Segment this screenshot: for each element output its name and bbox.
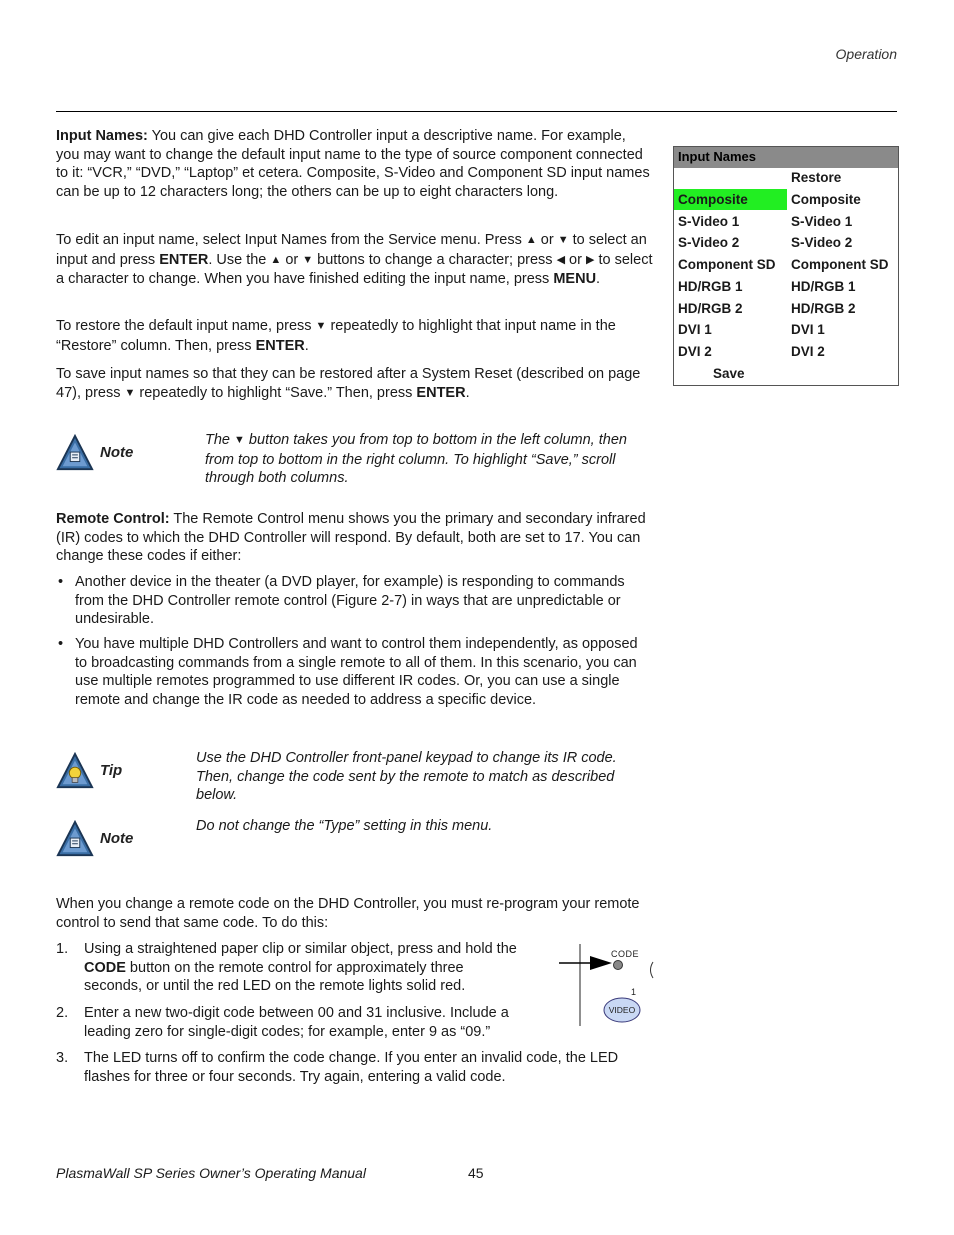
note-text: The ▼ button takes you from top to bottom in the left column, then from top to bottom in the right column. To highlight “Save,” scroll through both columns. <box>205 432 627 487</box>
lightbulb-icon <box>56 752 94 790</box>
menu-item-right[interactable]: Composite <box>791 192 861 207</box>
note-text: Do not change the “Type” setting in this menu. <box>196 818 493 834</box>
enter-key: ENTER <box>255 337 305 354</box>
video-label: VIDEO <box>608 1005 636 1015</box>
remote-control-intro: Remote Control: The Remote Control menu shows you the primary and secondary infrared (IR) codes to which the DHD Controller will respond. By default, both are set to 17. You can change these codes if either: <box>56 511 646 565</box>
menu-save-item[interactable]: Save <box>713 366 745 381</box>
menu-title: Input Names <box>674 147 898 168</box>
menu-item-right[interactable]: DVI 2 <box>791 344 825 359</box>
note-icon <box>56 820 94 858</box>
menu-item-left[interactable]: DVI 2 <box>678 344 712 359</box>
remote-code-illustration <box>556 940 660 1030</box>
menu-item-right[interactable]: S-Video 2 <box>791 235 853 250</box>
running-header: Operation <box>835 46 897 62</box>
down-arrow-icon: ▼ <box>234 434 245 446</box>
menu-item-left[interactable]: Component SD <box>678 257 776 272</box>
menu-item-left[interactable]: S-Video 1 <box>678 214 740 229</box>
code-key: CODE <box>84 959 126 976</box>
restore-instructions: To restore the default input name, press ▼ repeatedly to highlight that input name in the “Restore” column. Then, press ENTER. <box>56 318 616 354</box>
menu-item-right[interactable]: S-Video 1 <box>791 214 853 229</box>
menu-item-right[interactable]: HD/RGB 1 <box>791 279 856 294</box>
note-icon <box>56 434 94 472</box>
restore-column-header: Restore <box>791 170 842 185</box>
down-arrow-icon: ▼ <box>124 386 136 399</box>
down-arrow-icon: ▼ <box>315 320 327 332</box>
up-arrow-icon: ▲ <box>525 234 537 246</box>
menu-item-left[interactable]: Composite <box>674 189 787 210</box>
page-number: 45 <box>468 1165 484 1181</box>
code-label: CODE <box>611 949 640 959</box>
input-names-heading: Input Names: <box>56 128 148 144</box>
right-arrow-icon: ▶ <box>585 253 595 266</box>
menu-item-left[interactable]: S-Video 2 <box>678 235 740 250</box>
list-item: • Another device in the theater (a DVD player, for example) is responding to commands from the DHD Controller remote control (Figure 2-7) in ways that are unpredictable or undesirable. <box>56 573 653 629</box>
input-names-menu <box>673 146 899 386</box>
save-instructions: To save input names so that they can be restored after a System Reset (described on page 47), press ▼ repeatedly to highlight “Save.” Then, press ENTER. <box>56 366 641 401</box>
menu-item-right[interactable]: DVI 1 <box>791 322 825 337</box>
enter-key: ENTER <box>416 384 466 401</box>
pointer-arrow <box>590 956 612 970</box>
menu-item-left[interactable]: DVI 1 <box>678 322 712 337</box>
edit-instructions: To edit an input name, select Input Names from the Service menu. Press ▲ or ▼ to select an input and press ENTER. Use the ▲ or ▼ buttons to change a character; press ◀ or ▶ to select a character to change. When you have finished editing the input name, press MENU. <box>56 232 653 288</box>
list-item: 1. Using a straightened paper clip or similar object, press and hold the CODE button on the remote control for approximately three seconds, or until the red LED on the remote lights solid red. <box>56 941 517 995</box>
menu-item-left[interactable]: HD/RGB 1 <box>678 279 743 294</box>
up-arrow-icon: ▲ <box>270 253 282 266</box>
remote-bullets <box>56 635 653 710</box>
menu-item-right[interactable]: HD/RGB 2 <box>791 301 856 316</box>
menu-item-right[interactable]: Component SD <box>791 257 889 272</box>
note-label: Note <box>100 444 134 461</box>
input-names-intro: Input Names: You can give each DHD Controller input a descriptive name. For example, you may want to change the default input name to the type of source component connected to it: “VCR,” “DVD,” “Laptop” et cetera. Composite, S-Video and Component SD input names can be up to 12 characters long; the others can be up to eight characters long. <box>56 128 650 201</box>
enter-key: ENTER <box>159 251 209 268</box>
footer-title: PlasmaWall SP Series Owner’s Operating Manual <box>56 1165 366 1181</box>
tip-text: Use the DHD Controller front-panel keypad to change its IR code. Then, change the code sent by the remote to match as described below. <box>196 750 617 804</box>
header-rule <box>56 111 897 112</box>
down-arrow-icon: ▼ <box>302 253 314 266</box>
code-button[interactable] <box>614 961 623 970</box>
remote-outline <box>651 962 654 978</box>
digit-label: 1 <box>631 987 637 997</box>
note-label: Note <box>100 830 134 847</box>
reprogram-intro: When you change a remote code on the DHD Controller, you must re-program your remote control to send that same code. To do this: <box>56 896 640 931</box>
list-item: 3. The LED turns off to confirm the code change. If you enter an invalid code, the LED flashes for three or four seconds. Try again, entering a valid code. <box>56 1050 619 1085</box>
list-item: 2. Enter a new two-digit code between 00 and 31 inclusive. Include a leading zero for single-digit codes; for example, enter 9 as “09.” <box>56 1005 509 1040</box>
remote-bullets <box>56 573 653 629</box>
left-arrow-icon: ◀ <box>556 253 566 266</box>
menu-key: MENU <box>553 271 597 288</box>
list-item: • You have multiple DHD Controllers and want to control them independently, as opposed to broadcasting commands from a single remote to all of them. In this scenario, you can use multiple remotes programmed to use different IR codes. Or, you can use a single remote and change the IR code as needed to address a specific device. <box>56 635 653 710</box>
down-arrow-icon: ▼ <box>557 234 569 246</box>
menu-item-left[interactable]: HD/RGB 2 <box>678 301 743 316</box>
remote-control-heading: Remote Control: <box>56 511 170 527</box>
tip-label: Tip <box>100 762 123 779</box>
